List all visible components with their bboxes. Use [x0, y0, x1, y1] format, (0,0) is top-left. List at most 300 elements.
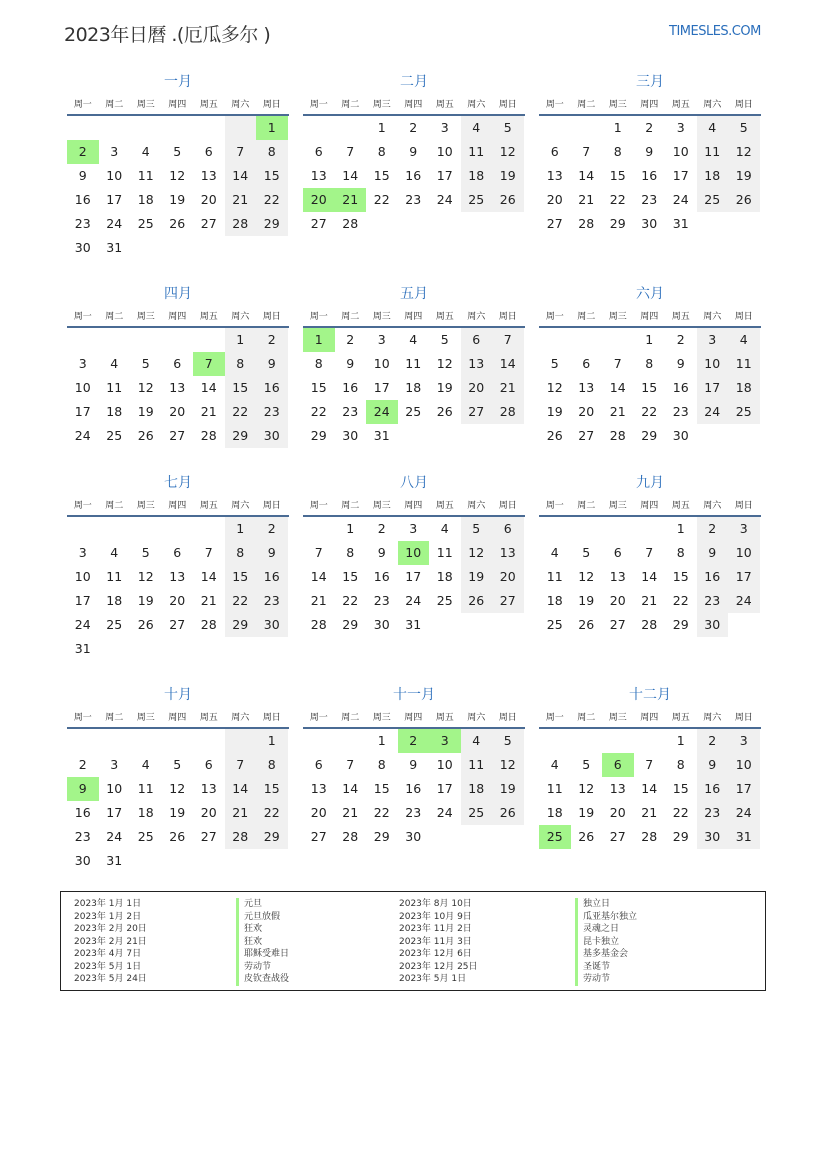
day-cell: 2 — [398, 729, 430, 753]
day-cell: 15 — [672, 781, 689, 796]
day-cell: 7 — [645, 757, 654, 772]
empty-cell — [99, 328, 131, 352]
empty-cell — [99, 729, 131, 753]
day-cell: 15 — [342, 569, 359, 584]
day-cell: 10 — [373, 356, 390, 371]
day-cell: 3 — [697, 328, 729, 352]
month-name: 一月 — [164, 74, 192, 90]
weekday-label: 周四 — [640, 712, 659, 723]
day-cell: 14 — [578, 168, 595, 183]
month-name: 十二月 — [629, 687, 671, 703]
day-cell: 7 — [492, 328, 524, 352]
empty-cell — [492, 613, 524, 637]
day-cell: 2 — [676, 332, 685, 347]
holiday-entry: 昆卡独立 — [575, 936, 637, 949]
weekday-label: 周四 — [168, 99, 187, 110]
day-cell: 5 — [440, 332, 449, 347]
month-name: 五月 — [400, 286, 428, 302]
holiday-entry: 2023年 1月 1日 — [74, 899, 142, 909]
day-cell: 6 — [602, 753, 634, 777]
day-cell: 28 — [609, 428, 626, 443]
weekday-header — [67, 493, 289, 517]
day-cell: 21 — [492, 376, 524, 400]
day-cell: 27 — [609, 617, 626, 632]
empty-cell — [162, 328, 194, 352]
day-cell: 14 — [641, 781, 658, 796]
empty-cell — [130, 236, 162, 260]
weekday-label: 周五 — [671, 500, 690, 511]
day-cell: 17 — [405, 569, 422, 584]
day-grid — [539, 517, 761, 637]
month-block — [539, 72, 761, 236]
day-cell: 4 — [461, 116, 493, 140]
day-cell: 7 — [314, 545, 323, 560]
day-cell: 22 — [641, 404, 658, 419]
day-cell: 13 — [310, 168, 327, 183]
day-cell: 28 — [641, 829, 658, 844]
day-cell: 28 — [342, 829, 359, 844]
day-cell: 24 — [728, 801, 760, 825]
day-cell: 14 — [342, 781, 359, 796]
day-cell: 3 — [728, 517, 760, 541]
weekday-header — [303, 92, 525, 116]
day-cell: 5 — [141, 545, 150, 560]
day-grid — [539, 328, 761, 448]
day-cell: 11 — [137, 168, 154, 183]
day-cell: 22 — [373, 805, 390, 820]
day-cell: 23 — [74, 829, 91, 844]
day-grid — [303, 116, 525, 236]
empty-cell — [602, 328, 634, 352]
day-cell: 8 — [377, 144, 386, 159]
day-cell: 24 — [366, 400, 398, 424]
day-cell: 23 — [256, 400, 288, 424]
day-cell: 21 — [200, 593, 217, 608]
day-cell: 16 — [256, 565, 288, 589]
day-cell: 4 — [141, 144, 150, 159]
day-cell: 9 — [377, 545, 386, 560]
day-cell: 28 — [578, 216, 595, 231]
weekday-label: 周五 — [435, 311, 454, 322]
day-cell: 22 — [310, 404, 327, 419]
day-cell: 26 — [578, 617, 595, 632]
day-cell: 19 — [578, 593, 595, 608]
holiday-list — [60, 891, 766, 991]
day-cell: 13 — [461, 352, 493, 376]
weekday-header — [303, 304, 525, 328]
day-grid — [303, 328, 525, 448]
day-cell: 5 — [582, 757, 591, 772]
month-block — [303, 473, 525, 637]
day-cell: 25 — [546, 617, 563, 632]
day-cell: 18 — [106, 593, 123, 608]
weekday-label: 周二 — [105, 500, 124, 511]
weekday-label: 周五 — [199, 311, 218, 322]
weekday-header — [539, 493, 761, 517]
weekday-label: 周五 — [199, 712, 218, 723]
day-cell: 9 — [409, 144, 418, 159]
day-cell: 29 — [609, 216, 626, 231]
day-grid — [539, 116, 761, 236]
day-cell: 19 — [169, 805, 186, 820]
weekday-label: 周日 — [734, 311, 753, 322]
day-cell: 11 — [461, 753, 493, 777]
day-cell: 2 — [256, 328, 288, 352]
day-cell: 4 — [728, 328, 760, 352]
weekday-label: 周四 — [168, 311, 187, 322]
weekday-label: 周六 — [231, 712, 250, 723]
month-name: 四月 — [164, 286, 192, 302]
weekday-label: 周一 — [309, 311, 328, 322]
weekday-label: 周五 — [671, 311, 690, 322]
day-cell: 2 — [377, 521, 386, 536]
day-cell: 22 — [256, 188, 288, 212]
weekday-label: 周一 — [309, 712, 328, 723]
weekday-label: 周三 — [372, 99, 391, 110]
day-cell: 23 — [74, 216, 91, 231]
day-cell: 12 — [169, 168, 186, 183]
day-cell: 17 — [74, 404, 91, 419]
day-cell: 26 — [461, 589, 493, 613]
day-cell: 2 — [409, 120, 418, 135]
day-cell: 13 — [492, 541, 524, 565]
day-cell: 13 — [169, 569, 186, 584]
day-cell: 11 — [546, 569, 563, 584]
empty-cell — [67, 116, 99, 140]
day-cell: 24 — [436, 805, 453, 820]
empty-cell — [429, 613, 461, 637]
day-cell: 1 — [225, 517, 257, 541]
day-cell: 9 — [645, 144, 654, 159]
weekday-label: 周一 — [73, 99, 92, 110]
day-cell: 20 — [169, 593, 186, 608]
day-cell: 23 — [405, 805, 422, 820]
empty-cell — [162, 729, 194, 753]
month-name: 十一月 — [393, 687, 435, 703]
empty-cell — [335, 729, 367, 753]
holiday-entry: 皮钦查战役 — [236, 973, 289, 986]
day-cell: 14 — [225, 164, 257, 188]
empty-cell — [634, 517, 666, 541]
day-cell: 10 — [398, 541, 430, 565]
day-cell: 5 — [582, 545, 591, 560]
month-name: 七月 — [164, 475, 192, 491]
day-cell: 17 — [106, 192, 123, 207]
day-cell: 8 — [314, 356, 323, 371]
weekday-header — [303, 493, 525, 517]
day-cell: 22 — [225, 589, 257, 613]
day-cell: 5 — [550, 356, 559, 371]
day-cell: 6 — [314, 144, 323, 159]
weekday-label: 周三 — [136, 311, 155, 322]
day-cell: 26 — [436, 404, 453, 419]
day-cell: 17 — [728, 777, 760, 801]
day-cell: 28 — [225, 825, 257, 849]
weekday-label: 周六 — [703, 500, 722, 511]
day-cell: 21 — [641, 805, 658, 820]
month-name: 二月 — [400, 74, 428, 90]
day-cell: 7 — [645, 545, 654, 560]
day-cell: 16 — [672, 380, 689, 395]
empty-cell — [303, 729, 335, 753]
day-cell: 21 — [310, 593, 327, 608]
day-cell: 8 — [225, 541, 257, 565]
weekday-label: 周四 — [404, 500, 423, 511]
weekday-label: 周三 — [136, 99, 155, 110]
day-cell: 17 — [697, 376, 729, 400]
day-cell: 16 — [697, 777, 729, 801]
day-cell: 28 — [492, 400, 524, 424]
holiday-entry: 2023年 4月 7日 — [74, 949, 142, 959]
weekday-label: 周三 — [372, 500, 391, 511]
day-cell: 5 — [461, 517, 493, 541]
day-grid — [539, 729, 761, 849]
month-block — [539, 284, 761, 448]
day-cell: 25 — [697, 188, 729, 212]
weekday-label: 周六 — [467, 311, 486, 322]
day-cell: 21 — [609, 404, 626, 419]
weekday-label: 周日 — [262, 500, 281, 511]
month-name: 十月 — [164, 687, 192, 703]
day-cell: 24 — [672, 192, 689, 207]
day-cell: 23 — [697, 801, 729, 825]
empty-cell — [539, 517, 571, 541]
day-cell: 12 — [492, 753, 524, 777]
weekday-label: 周六 — [467, 99, 486, 110]
holiday-entry: 2023年 5月 1日 — [74, 961, 142, 972]
day-cell: 24 — [436, 192, 453, 207]
day-cell: 3 — [409, 521, 418, 536]
day-cell: 27 — [461, 400, 493, 424]
day-cell: 12 — [578, 569, 595, 584]
weekday-label: 周五 — [435, 500, 454, 511]
day-cell: 10 — [106, 168, 123, 183]
day-cell: 25 — [539, 825, 571, 849]
holiday-entry: 2023年 11月 3日 — [399, 936, 472, 947]
day-cell: 4 — [550, 545, 559, 560]
month-block — [67, 685, 289, 873]
day-cell: 26 — [137, 428, 154, 443]
day-cell: 20 — [200, 805, 217, 820]
day-cell: 16 — [74, 192, 91, 207]
empty-cell — [429, 212, 461, 236]
day-cell: 8 — [377, 757, 386, 772]
weekday-label: 周四 — [168, 500, 187, 511]
day-cell: 20 — [546, 192, 563, 207]
day-cell: 12 — [137, 380, 154, 395]
empty-cell — [256, 236, 288, 260]
day-cell: 19 — [137, 593, 154, 608]
day-cell: 14 — [492, 352, 524, 376]
day-cell: 16 — [373, 569, 390, 584]
weekday-label: 周一 — [73, 500, 92, 511]
day-cell: 2 — [697, 517, 729, 541]
holiday-entry: 2023年 12月 25日 — [399, 961, 478, 972]
day-grid — [67, 729, 289, 873]
day-cell: 18 — [461, 164, 493, 188]
empty-cell — [634, 729, 666, 753]
day-cell: 30 — [405, 829, 422, 844]
day-cell: 20 — [303, 188, 335, 212]
day-cell: 10 — [74, 380, 91, 395]
empty-cell — [193, 729, 225, 753]
weekday-label: 周三 — [136, 500, 155, 511]
weekday-label: 周五 — [671, 99, 690, 110]
month-name: 三月 — [636, 74, 664, 90]
day-cell: 7 — [582, 144, 591, 159]
empty-cell — [99, 517, 131, 541]
empty-cell — [67, 517, 99, 541]
day-cell: 14 — [641, 569, 658, 584]
day-cell: 22 — [225, 400, 257, 424]
day-cell: 22 — [342, 593, 359, 608]
day-cell: 1 — [256, 116, 288, 140]
day-cell: 15 — [256, 777, 288, 801]
day-cell: 19 — [728, 164, 760, 188]
day-cell: 9 — [67, 777, 99, 801]
day-cell: 25 — [106, 428, 123, 443]
weekday-label: 周六 — [231, 99, 250, 110]
day-cell: 16 — [405, 168, 422, 183]
day-cell: 27 — [609, 829, 626, 844]
day-cell: 26 — [169, 216, 186, 231]
day-cell: 27 — [546, 216, 563, 231]
day-cell: 18 — [436, 569, 453, 584]
day-cell: 29 — [373, 829, 390, 844]
month-block — [303, 685, 525, 849]
empty-cell — [697, 212, 729, 236]
day-cell: 11 — [697, 140, 729, 164]
day-cell: 4 — [440, 521, 449, 536]
holiday-entry: 圣诞节 — [575, 961, 637, 974]
day-cell: 27 — [492, 589, 524, 613]
day-cell: 5 — [728, 116, 760, 140]
holiday-entry: 狂欢 — [236, 936, 289, 949]
day-cell: 4 — [409, 332, 418, 347]
day-cell: 11 — [436, 545, 453, 560]
day-cell: 5 — [173, 144, 182, 159]
weekday-label: 周三 — [136, 712, 155, 723]
weekday-label: 周一 — [545, 500, 564, 511]
site-link[interactable]: TIMESLES.COM — [669, 24, 761, 39]
day-cell: 4 — [110, 356, 119, 371]
empty-cell — [225, 116, 257, 140]
day-cell: 20 — [492, 565, 524, 589]
day-cell: 18 — [405, 380, 422, 395]
day-cell: 20 — [200, 192, 217, 207]
day-cell: 23 — [256, 589, 288, 613]
day-cell: 25 — [461, 188, 493, 212]
day-cell: 18 — [137, 192, 154, 207]
day-cell: 5 — [492, 116, 524, 140]
empty-cell — [571, 116, 603, 140]
day-cell: 3 — [676, 120, 685, 135]
day-cell: 13 — [169, 380, 186, 395]
weekday-header — [539, 92, 761, 116]
holiday-entry: 瓜亚基尔独立 — [575, 911, 637, 924]
weekday-label: 周四 — [168, 712, 187, 723]
empty-cell — [429, 424, 461, 448]
day-cell: 23 — [373, 593, 390, 608]
day-cell: 26 — [137, 617, 154, 632]
weekday-label: 周四 — [640, 500, 659, 511]
day-cell: 2 — [697, 729, 729, 753]
day-cell: 24 — [74, 428, 91, 443]
empty-cell — [429, 825, 461, 849]
month-block — [303, 284, 525, 448]
day-cell: 19 — [137, 404, 154, 419]
empty-cell — [193, 328, 225, 352]
weekday-label: 周日 — [498, 712, 517, 723]
day-cell: 23 — [672, 404, 689, 419]
day-cell: 21 — [641, 593, 658, 608]
day-cell: 30 — [641, 216, 658, 231]
weekday-label: 周六 — [703, 99, 722, 110]
day-cell: 30 — [697, 825, 729, 849]
month-block — [539, 685, 761, 849]
day-cell: 22 — [672, 593, 689, 608]
day-cell: 20 — [461, 376, 493, 400]
weekday-label: 周三 — [608, 311, 627, 322]
day-cell: 19 — [461, 565, 493, 589]
day-cell: 1 — [225, 328, 257, 352]
empty-cell — [225, 637, 257, 661]
weekday-label: 周二 — [341, 712, 360, 723]
day-cell: 14 — [342, 168, 359, 183]
day-cell: 1 — [256, 729, 288, 753]
day-cell: 21 — [342, 805, 359, 820]
day-cell: 3 — [78, 545, 87, 560]
day-grid — [303, 517, 525, 637]
day-cell: 26 — [169, 829, 186, 844]
empty-cell — [193, 637, 225, 661]
day-cell: 3 — [110, 144, 119, 159]
weekday-label: 周日 — [734, 99, 753, 110]
holiday-entry: 2023年 8月 10日 — [399, 899, 472, 909]
empty-cell — [256, 637, 288, 661]
day-cell: 13 — [609, 569, 626, 584]
day-cell: 23 — [405, 192, 422, 207]
empty-cell — [193, 236, 225, 260]
day-cell: 27 — [310, 216, 327, 231]
day-cell: 1 — [377, 733, 386, 748]
day-cell: 27 — [200, 216, 217, 231]
day-cell: 26 — [728, 188, 760, 212]
day-cell: 14 — [200, 569, 217, 584]
day-cell: 19 — [492, 164, 524, 188]
day-cell: 29 — [256, 825, 288, 849]
day-cell: 9 — [409, 757, 418, 772]
day-cell: 15 — [641, 380, 658, 395]
day-cell: 13 — [609, 781, 626, 796]
day-cell: 26 — [492, 188, 524, 212]
day-cell: 6 — [173, 545, 182, 560]
weekday-label: 周一 — [309, 99, 328, 110]
day-cell: 6 — [582, 356, 591, 371]
day-cell: 24 — [697, 400, 729, 424]
day-cell: 29 — [310, 428, 327, 443]
day-cell: 6 — [461, 328, 493, 352]
day-cell: 8 — [225, 352, 257, 376]
empty-cell — [130, 328, 162, 352]
day-cell: 17 — [728, 565, 760, 589]
day-cell: 18 — [728, 376, 760, 400]
weekday-header — [67, 705, 289, 729]
day-cell: 14 — [609, 380, 626, 395]
day-cell: 3 — [110, 757, 119, 772]
day-cell: 11 — [106, 380, 123, 395]
day-cell: 19 — [492, 777, 524, 801]
